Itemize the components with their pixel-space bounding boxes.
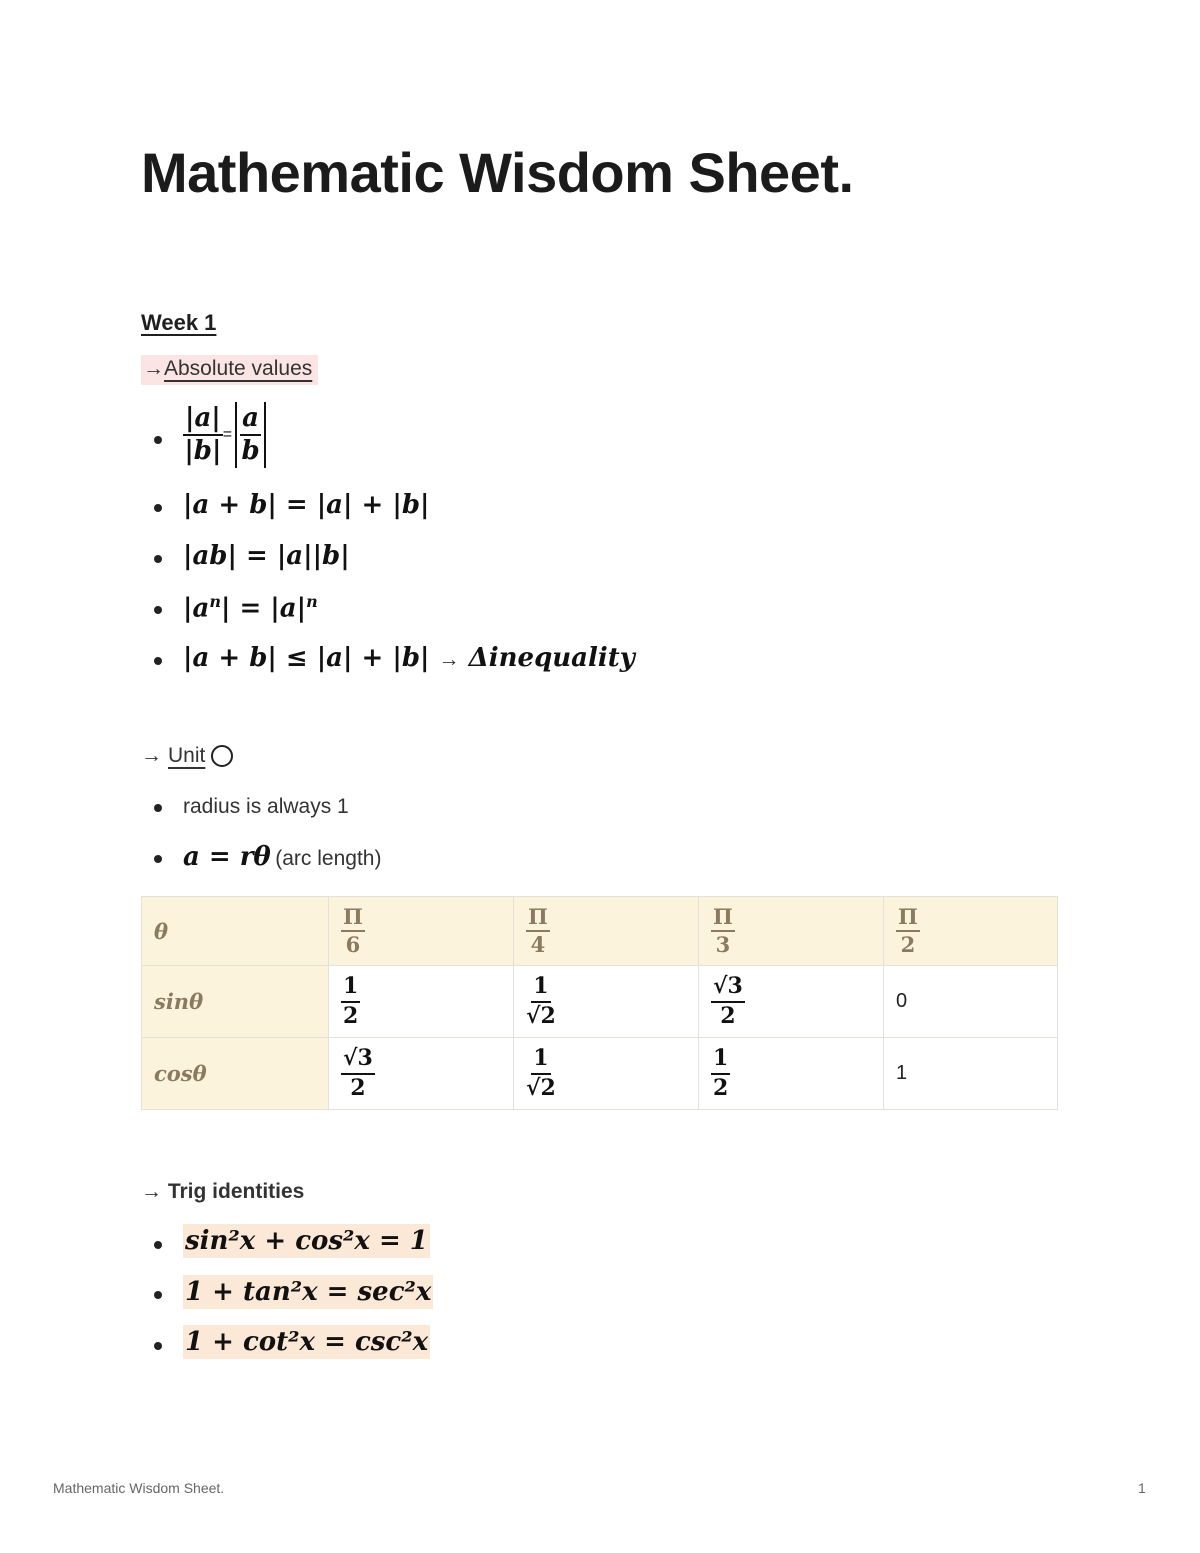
page-title: Mathematic Wisdom Sheet. [141, 141, 854, 204]
exponent: n [209, 592, 221, 611]
cos-label: cosθ [154, 1061, 207, 1086]
numerator: a [240, 405, 261, 436]
table-cell: 0 [884, 966, 1058, 1038]
bullet [154, 1291, 162, 1299]
table-cell: $\frac{1}{2}$ [329, 966, 514, 1038]
identity-text: 1 + tan²x = sec²x [185, 1277, 432, 1307]
arrow-icon: → [438, 648, 460, 671]
bullet [154, 436, 162, 444]
arrow-icon: → [141, 744, 162, 767]
unit-label: Unit [168, 744, 206, 767]
table-cell: $\frac{1}{√2}$ [514, 1038, 699, 1110]
bullet [154, 1342, 162, 1350]
footer-page-number: 1 [1138, 1480, 1146, 1496]
table-header-row [142, 897, 1058, 966]
row-header-cell [142, 966, 329, 1038]
table-header-cell [699, 897, 884, 966]
arc-formula: a = rθ [183, 842, 271, 872]
circle-icon [211, 745, 233, 767]
abs-power-rule [183, 592, 318, 624]
bullet [154, 657, 162, 665]
identity-pythagorean [183, 1226, 430, 1256]
bullet [154, 855, 162, 863]
identity-cot-csc [183, 1327, 430, 1357]
triangle-label: Δinequality [468, 643, 635, 673]
angle-fraction: $\frac{\Pi}{6}$ [343, 903, 363, 957]
table-header-cell [329, 897, 514, 966]
triangle-inequality [183, 643, 635, 673]
row-header-cell [142, 1038, 329, 1110]
table-header-cell [514, 897, 699, 966]
theta-label: θ [154, 918, 169, 944]
identity-text: sin²x + cos²x = 1 [185, 1226, 428, 1256]
sin-label: sinθ [154, 989, 204, 1014]
denominator: b [241, 436, 260, 466]
arc-label: (arc length) [275, 847, 382, 870]
numerator: |a| [183, 405, 223, 436]
trig-identities-label: Trig identities [167, 1180, 305, 1203]
table-cell: 1 [884, 1038, 1058, 1110]
fraction [240, 402, 261, 466]
power-middle: | = |a| [220, 593, 307, 624]
table-header-cell [142, 897, 329, 966]
arrow-icon: → [143, 357, 164, 380]
exponent: n [306, 592, 318, 611]
table-cell: $\frac{1}{2}$ [699, 1038, 884, 1110]
bullet [154, 504, 162, 512]
bullet [154, 804, 162, 812]
bullet [154, 555, 162, 563]
identity-tan-sec [183, 1277, 433, 1307]
table-header-cell [884, 897, 1058, 966]
angle-fraction: $\frac{\Pi}{3}$ [713, 903, 733, 957]
fraction [183, 402, 223, 466]
week-heading: Week 1 [141, 310, 217, 335]
abs-sum-rule: |a + b| = |a| + |b| [183, 490, 430, 520]
equals-sign: = [222, 426, 233, 443]
unit-circle-heading [141, 744, 233, 768]
absolute-values-heading [141, 355, 318, 385]
table-cell: $\frac{√3}{2}$ [329, 1038, 514, 1110]
denominator: |b| [184, 436, 222, 466]
angle-fraction: $\frac{\Pi}{4}$ [528, 903, 548, 957]
unit-circle-table [141, 896, 1058, 1110]
radius-note: radius is always 1 [183, 795, 349, 818]
abs-bar-left [235, 402, 237, 468]
abs-quotient-rule [183, 402, 269, 468]
absolute-values-label: Absolute values [164, 357, 313, 380]
bullet [154, 606, 162, 614]
angle-fraction: $\frac{\Pi}{2}$ [898, 903, 918, 957]
footer-doc-title: Mathematic Wisdom Sheet. [53, 1480, 225, 1496]
arc-length-item [183, 842, 381, 872]
identity-text: 1 + cot²x = csc²x [185, 1327, 429, 1357]
trig-identities-heading [141, 1180, 304, 1204]
triangle-formula: |a + b| ≤ |a| + |b| [183, 643, 430, 673]
power-base: |a [183, 593, 210, 624]
table-row-sin [142, 966, 1058, 1038]
abs-bar-right [264, 402, 266, 468]
abs-product-rule: |ab| = |a||b| [183, 541, 350, 571]
table-cell: $\frac{1}{√2}$ [514, 966, 699, 1038]
bullet [154, 1241, 162, 1249]
arrow-icon: → [141, 1180, 162, 1203]
table-cell: $\frac{√3}{2}$ [699, 966, 884, 1038]
table-row-cos [142, 1038, 1058, 1110]
